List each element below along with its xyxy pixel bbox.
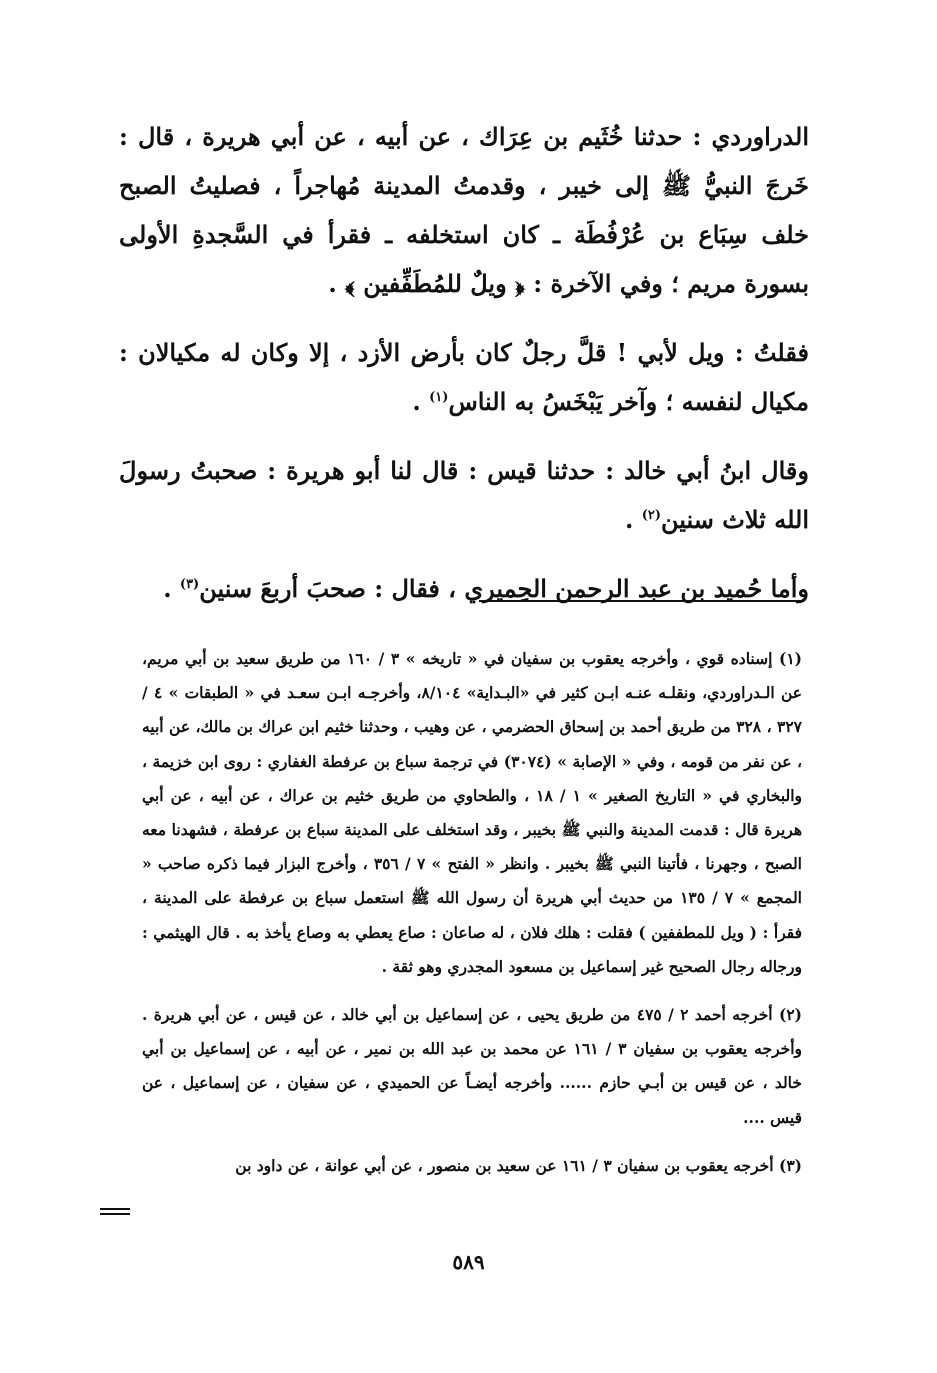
main-paragraph-3	[119, 446, 809, 544]
main-paragraph-text: فقلتُ : ويل لأبي ! قلَّ رجلٌ كان بأرض الأزد ، إلا وكان له مكيالان : مكيال لنفسه ؛ وآخر يَبْخَسُ به الناس	[119, 338, 809, 416]
main-paragraph-1	[119, 112, 809, 308]
main-paragraph-text: وأما حُميد بن عبد الرحمن الحِميري ، فقال : صحبَ أربعَ سنين	[199, 574, 809, 603]
continuation-mark-icon	[100, 1208, 130, 1218]
footnote-reference: (١)	[429, 390, 449, 405]
footnote-1	[142, 642, 802, 984]
main-paragraph-2	[119, 328, 809, 426]
footnote-text: أخرجه أحمد ٢ / ٤٧٥ من طريق يحيى ، عن إسماعيل بن أبي خالد ، عن قيس ، عن أبي هريرة . وأخرجه يعقوب بن سفيان ٣ / ١٦١ عن محمد بن عبد الله بن نمير ، عن أبيه ، عن إسماعيل بن أبي خالد ، عن قيس بن أبـي حازم ...... وأخرجه أيضـاً عن الحميدي ، عن سفيان ، عن إسماعيل ، عن قيس ....	[142, 1005, 802, 1127]
footnotes-section	[142, 642, 802, 1197]
footnote-text: إسناده قوي ، وأخرجه يعقوب بن سفيان في « تاريخه » ٣ / ١٦٠ من طريق سعيد بن أبي مريم، عن الـدراوردي، ونقلـه عنـه ابـن كثير في «البـداية» ٨/١٠٤، وأخرجـه ابـن سعـد في « الطبقات » ٤ / ٣٢٧ ، ٣٢٨ من طريق أحمد بن إسحاق الحضرمي ، عن وهيب ، وحدثنا خثيم ابن عراك بن مالك، عن أبيه ، عن نفر من قومه ، وفي « الإصابة » (٣٠٧٤) في ترجمة سباع بن عرفطة الغفاري : روى ابن خزيمة ، والبخاري في « التاريخ الصغير » ١ / ١٨ ، والطحاوي من طريق خثيم بن عراك ، عن أبيه ، عن أبي هريرة قال : قدمت المدينة والنبي ﷺ بخيبر ، وقد استخلف على المدينة سباع بن عرفطة ، فشهدنا معه الصبح ، وجهرنا ، فأتينا النبي ﷺ بخيبر . وانظر « الفتح » ٧ / ٣٥٦ ، وأخرج البزار فيما ذكره صاحب « المجمع » ٧ / ١٣٥ من حديث أبي هريرة أن رسول الله ﷺ استعمل سباع بن عرفطة على المدينة ، فقرأ : ( ويل للمطففين ) فقلت : هلك فلان ، له صاعان : صاع يعطي به وصاع يأخذ به . قال الهيثمي : ورجاله رجال الصحيح غير إسماعيل بن مسعود المجدري وهو ثقة .	[142, 649, 803, 976]
main-paragraph-tail: .	[625, 505, 642, 534]
footnote-3	[142, 1149, 802, 1183]
footnote-reference: (٢)	[641, 508, 662, 523]
main-paragraph-text: الدراوردي : حدثنا خُثَيم بن عِرَاك ، عن أبيه ، عن أبي هريرة ، قال : خَرجَ النبيُّ ﷺ إلى خيبر ، وقدمتُ المدينة مُهاجراً ، فصليتُ الصبح خلف سِبَاع بن عُرْفُطَة ـ كان استخلفه ـ فقرأ في السَّجدةِ الأولى بسورة مريم ؛ وفي الآخرة : ﴿ ويلٌ للمُطَفِّفين ﴾ .	[119, 122, 809, 298]
footnote-text: أخرجه يعقوب بن سفيان ٣ / ١٦١ عن سعيد بن منصور ، عن أبي عوانة ، عن داود بن	[235, 1155, 774, 1175]
footnote-separator	[479, 600, 802, 602]
page-number: ٥٨٩	[452, 1250, 485, 1274]
footnote-number: (٢)	[778, 1005, 802, 1025]
main-paragraph-4	[119, 564, 809, 613]
main-text	[119, 112, 809, 613]
footnote-2	[142, 998, 802, 1135]
main-paragraph-tail: .	[163, 574, 180, 603]
footnote-reference: (٣)	[179, 577, 200, 592]
footnote-number: (١)	[778, 649, 802, 668]
main-paragraph-tail: .	[412, 387, 430, 416]
main-paragraph-text: وقال ابنُ أبي خالد : حدثنا قيس : قال لنا أبو هريرة : صحبتُ رسولَ الله ثلاث سنين	[119, 456, 809, 534]
footnote-number: (٣)	[778, 1155, 802, 1175]
